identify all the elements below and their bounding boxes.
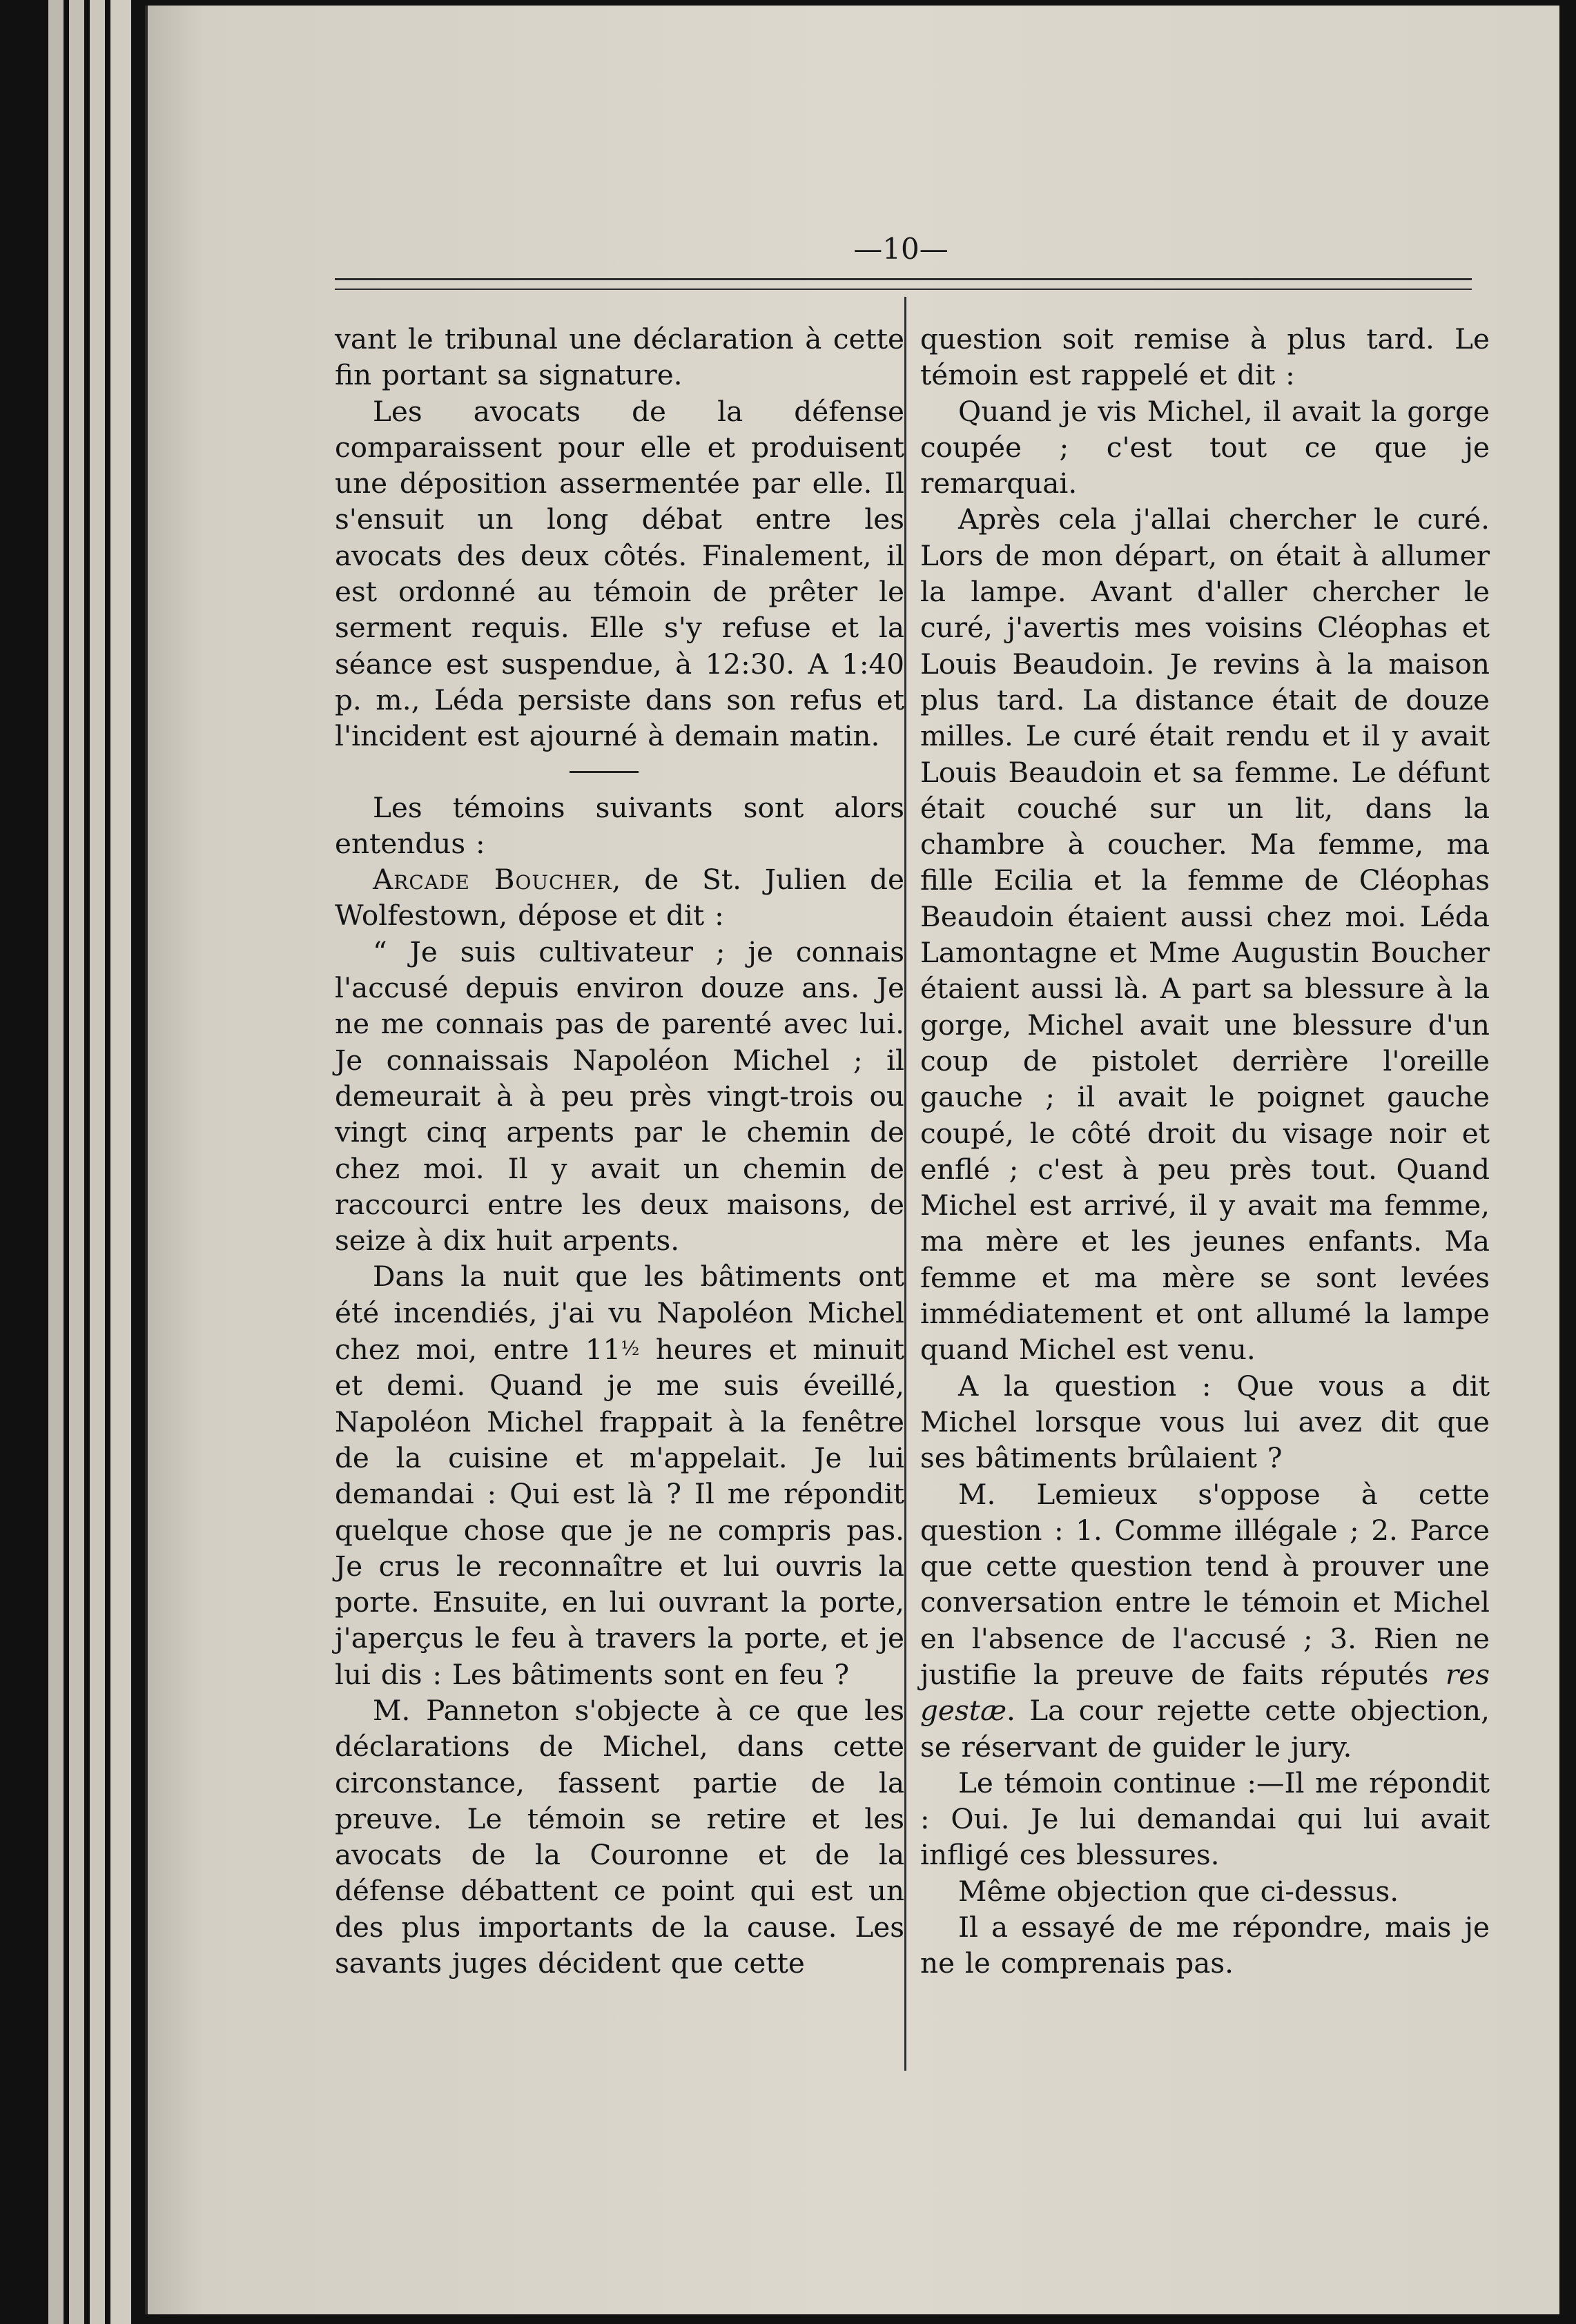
paragraph <box>335 1258 904 1692</box>
text-run: Dans la nuit que les bâtiments ont été incendiés, j'ai vu Napoléon Michel chez moi, entre 11 <box>335 1260 904 1367</box>
page-edge <box>90 0 105 2324</box>
paragraph <box>920 1476 1490 1765</box>
paragraph: Quand je vis Michel, il avait la gorge coupée ; c'est tout ce que je remarquai. <box>920 394 1490 500</box>
paragraph: Les témoins suivants sont alors entendus : <box>335 790 904 860</box>
paragraph: A la question : Que vous a dit Michel lorsque vous lui avez dit que ses bâtiments brûlaient ? <box>920 1369 1490 1475</box>
page-edge <box>110 0 131 2324</box>
column-divider <box>904 297 906 2071</box>
page-edge <box>48 0 64 2324</box>
paragraph: “ Je suis cultivateur ; je connais l'accusé depuis environ douze ans. Je ne me connais pas de parenté avec lui. Je connaissais Napoléon Michel ; il demeurait à à peu près vingt-trois ou vingt cinq arpents par le chemin de chez moi. Il y avait un chemin de raccourci entre les deux maisons, de seize à dix huit arpents. <box>335 935 904 1258</box>
paragraph: Même objection que ci-dessus. <box>958 1874 1399 1908</box>
right-column <box>920 321 1490 1982</box>
section-separator <box>570 771 639 773</box>
italic-term: res gestæ <box>920 1657 1490 1728</box>
paragraph: Il a essayé de me répondre, mais je ne le comprenais pas. <box>920 1911 1490 1980</box>
text-run: . La cour rejette cette objection, se réservant de guider le jury. <box>920 1694 1490 1764</box>
paragraph: Après cela j'allai chercher le curé. Lors de mon départ, on était à allumer la lampe. Avant d'aller chercher le curé, j'avertis mes voisins Cléophas et Louis Beaudoin. Je revins à la maison plus tard. La distance était de douze milles. Le curé était rendu et il y avait Louis Beaudoin et sa femme. Le défunt était couché sur un lit, dans la chambre à coucher. Ma femme, ma fille Ecilia et la femme de Cléophas Beaudoin étaient aussi chez moi. Léda Lamontagne et Mme Augustin Boucher étaient aussi là. A part sa blessure à la gorge, Michel avait une blessure d'un coup de pistolet derrière l'oreille gauche ; il avait le poignet gauche coupé, le côté droit du visage noir et enflé ; c'est à peu près tout. Quand Michel est arrivé, il y avait ma femme, ma mère et les jeunes enfants. Ma femme et ma mère se sont levées immédiatement et ont allumé la lampe quand Michel est venu. <box>920 502 1490 1367</box>
paragraph: Le témoin continue :—Il me répondit : Oui. Je lui demandai qui lui avait infligé ces blessures. <box>920 1766 1490 1872</box>
page-edge <box>69 0 84 2324</box>
paragraph: M. Panneton s'objecte à ce que les déclarations de Michel, dans cette circonstance, fassent partie de la preuve. Le témoin se retire et les avocats de la Couronne et de la défense débattent ce point qui est un des plus importants de la cause. Les savants juges décident que cette <box>335 1693 904 1980</box>
paragraph: vant le tribunal une déclaration à cette fin portant sa signature. <box>335 322 904 392</box>
header-rule <box>335 278 1472 280</box>
witness-intro <box>335 861 904 934</box>
header-rule-thin <box>335 289 1472 290</box>
paragraph: question soit remise à plus tard. Le témoin est rappelé et dit : <box>920 322 1490 392</box>
page-number: —10— <box>853 232 948 266</box>
witness-name: Arcade Boucher <box>373 863 612 897</box>
witness-intro-text: , de St. Julien de Wolfestown, dépose et dit : <box>335 863 904 932</box>
text-run: heures et minuit et demi. Quand je me suis éveillé, Napoléon Michel frappait à la fenêtre de la cuisine et m'appelait. Je lui demandai : Qui est là ? Il me répondit quelque chose que je ne compris pas. Je crus le reconnaître et lui ouvris la porte. Ensuite, en lui ouvrant la porte, j'aperçus le feu à travers la porte, et je lui dis : Les bâtiments sont en feu ? <box>335 1333 904 1691</box>
text-run: M. Lemieux s'oppose à cette question : 1. Comme illégale ; 2. Parce que cette question tend à prouver une conversation entre le témoin et Michel en l'absence de l'accusé ; 3. Rien ne justifie la preuve de faits réputés <box>920 1477 1490 1691</box>
fraction: ½ <box>621 1337 640 1360</box>
paragraph: Les avocats de la défense comparaissent pour elle et produisent une déposition assermentée par elle. Il s'ensuit un long débat entre les avocats des deux côtés. Finalement, il est ordonné au témoin de prêter le serment requis. Elle s'y refuse et la séance est suspendue, à 12:30. A 1:40 p. m., Léda persiste dans son refus et l'incident est ajourné à demain matin. <box>335 394 904 753</box>
left-column <box>335 321 904 1981</box>
